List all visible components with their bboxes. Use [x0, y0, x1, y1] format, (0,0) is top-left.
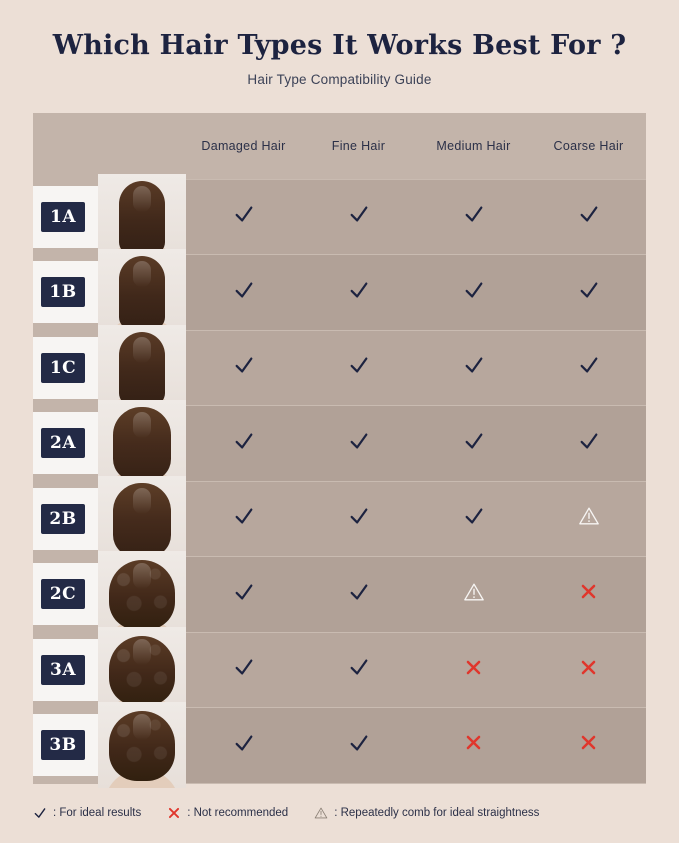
cell-1c-coarse-hair — [531, 330, 646, 406]
row-header-2a — [33, 406, 186, 482]
column-header-medium: Medium Hair — [416, 113, 531, 179]
hair-type-photo — [98, 551, 186, 637]
compatibility-table — [33, 113, 646, 784]
table-row — [33, 557, 646, 633]
column-header-fine: Fine Hair — [301, 113, 416, 179]
cell-2c-medium-hair — [416, 557, 531, 633]
cell-1a-coarse-hair — [531, 179, 646, 255]
check-icon — [463, 363, 485, 380]
photo-highlight — [133, 563, 151, 589]
check-icon — [463, 288, 485, 305]
cross-icon — [579, 664, 598, 681]
cell-3a-coarse-hair — [531, 632, 646, 708]
cell-1a-medium-hair — [416, 179, 531, 255]
check-icon — [578, 439, 600, 456]
check-icon — [348, 212, 370, 229]
warning-icon — [578, 514, 600, 531]
check-icon — [233, 590, 255, 607]
hair-type-badge: 3A — [41, 655, 85, 685]
photo-highlight — [133, 261, 151, 287]
cell-3b-damaged-hair — [186, 708, 301, 784]
hair-type-badge: 1C — [41, 353, 85, 383]
check-icon — [463, 439, 485, 456]
check-icon — [348, 514, 370, 531]
hair-type-photo — [98, 400, 186, 486]
table-row — [33, 179, 646, 255]
table-row — [33, 632, 646, 708]
row-label — [33, 186, 186, 248]
cross-icon — [579, 739, 598, 756]
photo-highlight — [133, 714, 151, 740]
cell-1b-damaged-hair — [186, 255, 301, 331]
page-title: Which Hair Types It Works Best For ? — [52, 30, 627, 61]
legend-item-warn — [314, 806, 539, 820]
check-icon — [463, 514, 485, 531]
check-icon — [348, 590, 370, 607]
cell-1a-fine-hair — [301, 179, 416, 255]
check-icon — [233, 665, 255, 682]
row-label — [33, 337, 186, 399]
photo-highlight — [133, 186, 151, 212]
cell-2b-coarse-hair — [531, 481, 646, 557]
check-icon — [578, 212, 600, 229]
cell-2b-damaged-hair — [186, 481, 301, 557]
cell-1c-damaged-hair — [186, 330, 301, 406]
check-icon — [233, 288, 255, 305]
check-icon — [233, 363, 255, 380]
row-label — [33, 412, 186, 474]
cell-2a-fine-hair — [301, 406, 416, 482]
cell-1b-fine-hair — [301, 255, 416, 331]
check-icon — [233, 439, 255, 456]
hair-type-photo — [98, 174, 186, 260]
cell-2a-damaged-hair — [186, 406, 301, 482]
cell-2a-coarse-hair — [531, 406, 646, 482]
hair-type-badge: 1B — [41, 277, 85, 307]
table-header-row — [33, 113, 646, 179]
legend-item-label: : Not recommended — [187, 807, 289, 819]
cell-2c-coarse-hair — [531, 557, 646, 633]
check-icon — [33, 806, 47, 820]
check-icon — [348, 288, 370, 305]
check-icon — [578, 288, 600, 305]
table-corner-cell — [33, 113, 186, 179]
column-header-coarse: Coarse Hair — [531, 113, 646, 179]
cell-2b-fine-hair — [301, 481, 416, 557]
cell-2b-medium-hair — [416, 481, 531, 557]
legend-item-check — [33, 806, 141, 820]
hair-type-photo — [98, 476, 186, 562]
row-label — [33, 261, 186, 323]
check-icon — [348, 363, 370, 380]
row-label — [33, 639, 186, 701]
table-body — [33, 179, 646, 783]
cell-1a-damaged-hair — [186, 179, 301, 255]
cell-3a-fine-hair — [301, 632, 416, 708]
row-header-2b — [33, 481, 186, 557]
cell-3a-medium-hair — [416, 632, 531, 708]
cross-icon — [579, 588, 598, 605]
hair-type-photo — [98, 249, 186, 335]
table-row — [33, 330, 646, 406]
cell-3b-medium-hair — [416, 708, 531, 784]
cell-1c-medium-hair — [416, 330, 531, 406]
column-header-damaged: Damaged Hair — [186, 113, 301, 179]
cross-icon — [464, 664, 483, 681]
hair-type-badge: 2A — [41, 428, 85, 458]
check-icon — [348, 741, 370, 758]
cell-3b-coarse-hair — [531, 708, 646, 784]
cell-1b-coarse-hair — [531, 255, 646, 331]
legend-item-label: : For ideal results — [53, 807, 142, 819]
row-header-3a — [33, 632, 186, 708]
row-header-1b — [33, 255, 186, 331]
hair-type-badge: 3B — [41, 730, 85, 760]
check-icon — [463, 212, 485, 229]
compatibility-table-wrap — [33, 113, 646, 784]
table-row — [33, 406, 646, 482]
legend-item-label: : Repeatedly comb for ideal straightness — [334, 807, 540, 819]
cell-2c-fine-hair — [301, 557, 416, 633]
cell-3a-damaged-hair — [186, 632, 301, 708]
cross-icon — [464, 739, 483, 756]
photo-highlight — [133, 488, 151, 514]
table-row — [33, 481, 646, 557]
hair-type-badge: 2B — [41, 504, 85, 534]
cell-2a-medium-hair — [416, 406, 531, 482]
row-header-2c — [33, 557, 186, 633]
legend-item-cross — [167, 806, 288, 820]
row-label — [33, 714, 186, 776]
row-label — [33, 488, 186, 550]
check-icon — [578, 363, 600, 380]
hair-type-photo — [98, 325, 186, 411]
check-icon — [348, 439, 370, 456]
hair-type-badge: 1A — [41, 202, 85, 232]
warning-icon — [463, 590, 485, 607]
hair-type-badge: 2C — [41, 579, 85, 609]
cell-1c-fine-hair — [301, 330, 416, 406]
check-icon — [233, 212, 255, 229]
hair-type-photo — [98, 702, 186, 788]
row-header-1a — [33, 179, 186, 255]
table-header — [33, 113, 646, 179]
photo-highlight — [133, 639, 151, 665]
page-subtitle: Hair Type Compatibility Guide — [247, 72, 432, 87]
cross-icon — [167, 806, 181, 820]
photo-highlight — [133, 337, 151, 363]
table-row — [33, 708, 646, 784]
row-header-3b — [33, 708, 186, 784]
check-icon — [233, 741, 255, 758]
hair-type-photo — [98, 627, 186, 713]
legend — [33, 806, 646, 820]
cell-2c-damaged-hair — [186, 557, 301, 633]
check-icon — [233, 514, 255, 531]
cell-1b-medium-hair — [416, 255, 531, 331]
cell-3b-fine-hair — [301, 708, 416, 784]
row-label — [33, 563, 186, 625]
warning-icon — [314, 806, 328, 820]
table-row — [33, 255, 646, 331]
check-icon — [348, 665, 370, 682]
row-header-1c — [33, 330, 186, 406]
photo-highlight — [133, 412, 151, 438]
